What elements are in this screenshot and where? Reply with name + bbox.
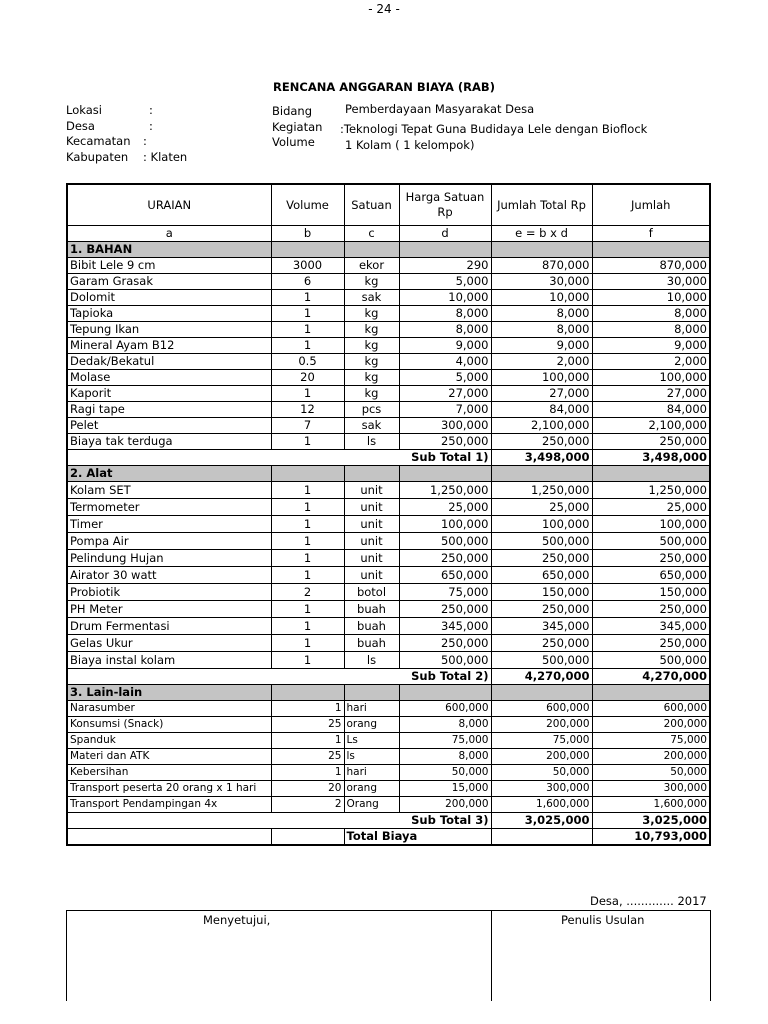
cell-harga-satuan: 290 [399, 258, 491, 274]
cell-jumlah: 9,000 [592, 338, 710, 354]
cell-satuan: sak [344, 418, 399, 434]
cell-satuan: ls [344, 652, 399, 669]
cell-satuan: sak [344, 290, 399, 306]
cell-volume: 1 [271, 550, 344, 567]
subtotal-blank [344, 813, 399, 829]
cell-satuan: unit [344, 482, 399, 499]
table-row [67, 338, 710, 354]
subtotal-jumlah: 4,270,000 [592, 669, 710, 685]
cell-jumlah: 100,000 [592, 370, 710, 386]
cell-volume: 1 [271, 601, 344, 618]
cell-harga-satuan: 27,000 [399, 386, 491, 402]
cell-jumlah-total: 84,000 [491, 402, 592, 418]
cell-harga-satuan: 100,000 [399, 516, 491, 533]
section-title: 3. Lain-lain [67, 685, 271, 701]
cell-uraian: PH Meter [67, 601, 271, 618]
cell-harga-satuan: 500,000 [399, 533, 491, 550]
subtotal-label: Sub Total 2) [399, 669, 491, 685]
cell-jumlah: 500,000 [592, 652, 710, 669]
cell-satuan: ls [344, 749, 399, 765]
subtotal-jumlah-total: 4,270,000 [491, 669, 592, 685]
cell-jumlah: 1,600,000 [592, 797, 710, 813]
cell-jumlah-total: 75,000 [491, 733, 592, 749]
volume-label: Volume [272, 135, 315, 149]
section-header-row [67, 466, 710, 482]
table-row [67, 601, 710, 618]
cell-harga-satuan: 600,000 [399, 701, 491, 717]
cell-satuan: orang [344, 781, 399, 797]
section-cell [592, 685, 710, 701]
cell-uraian: Pompa Air [67, 533, 271, 550]
cell-satuan: botol [344, 584, 399, 601]
cell-jumlah: 100,000 [592, 516, 710, 533]
cell-uraian: Pelindung Hujan [67, 550, 271, 567]
table-row [67, 701, 710, 717]
date-line: Desa, ............. 2017 [590, 894, 707, 908]
cell-satuan: Orang [344, 797, 399, 813]
cell-uraian: Bibit Lele 9 cm [67, 258, 271, 274]
header-satuan: Satuan [344, 184, 399, 226]
cell-uraian: Tepung Ikan [67, 322, 271, 338]
cell-jumlah: 250,000 [592, 434, 710, 450]
cell-uraian: Dolomit [67, 290, 271, 306]
subtotal-blank [344, 669, 399, 685]
kabupaten-value: : Klaten [143, 150, 188, 164]
cell-satuan: kg [344, 322, 399, 338]
subtotal-blank [67, 813, 271, 829]
cell-jumlah: 50,000 [592, 765, 710, 781]
cell-harga-satuan: 250,000 [399, 635, 491, 652]
subtotal-blank [271, 813, 344, 829]
cell-satuan: ls [344, 434, 399, 450]
cell-jumlah-total: 650,000 [491, 567, 592, 584]
cell-jumlah-total: 250,000 [491, 434, 592, 450]
cell-harga-satuan: 5,000 [399, 274, 491, 290]
cell-jumlah-total: 10,000 [491, 290, 592, 306]
cell-harga-satuan: 345,000 [399, 618, 491, 635]
cell-jumlah-total: 2,100,000 [491, 418, 592, 434]
letter-f: f [592, 226, 710, 242]
cell-satuan: kg [344, 386, 399, 402]
total-label: Total Biaya [344, 829, 491, 846]
section-header-row [67, 242, 710, 258]
letter-c: c [344, 226, 399, 242]
cell-volume: 1 [271, 567, 344, 584]
cell-jumlah-total: 200,000 [491, 749, 592, 765]
cell-uraian: Narasumber [67, 701, 271, 717]
cell-volume: 1 [271, 322, 344, 338]
cell-satuan: buah [344, 601, 399, 618]
cell-jumlah: 2,000 [592, 354, 710, 370]
table-row [67, 499, 710, 516]
table-row [67, 733, 710, 749]
cell-harga-satuan: 650,000 [399, 567, 491, 584]
table-row [67, 386, 710, 402]
table-row [67, 533, 710, 550]
cell-jumlah-total: 1,250,000 [491, 482, 592, 499]
cell-volume: 1 [271, 290, 344, 306]
cell-uraian: Konsumsi (Snack) [67, 717, 271, 733]
cell-volume: 25 [271, 749, 344, 765]
table-letter-row [67, 226, 710, 242]
desa-colon: : [149, 119, 153, 133]
section-cell [491, 685, 592, 701]
cell-harga-satuan: 9,000 [399, 338, 491, 354]
subtotal-jumlah-total: 3,025,000 [491, 813, 592, 829]
cell-jumlah: 10,000 [592, 290, 710, 306]
cell-jumlah-total: 150,000 [491, 584, 592, 601]
approve-label: Menyetujui, [203, 913, 271, 927]
letter-e: e = b x d [491, 226, 592, 242]
total-row [67, 829, 710, 846]
cell-jumlah: 600,000 [592, 701, 710, 717]
cell-satuan: unit [344, 516, 399, 533]
header-uraian: URAIAN [67, 184, 271, 226]
cell-volume: 12 [271, 402, 344, 418]
cell-satuan: pcs [344, 402, 399, 418]
letter-d: d [399, 226, 491, 242]
cell-jumlah: 870,000 [592, 258, 710, 274]
cell-harga-satuan: 250,000 [399, 550, 491, 567]
cell-jumlah-total: 25,000 [491, 499, 592, 516]
cell-satuan: kg [344, 354, 399, 370]
cell-volume: 2 [271, 584, 344, 601]
cell-jumlah: 345,000 [592, 618, 710, 635]
section-title: 2. Alat [67, 466, 271, 482]
author-label: Penulis Usulan [561, 913, 645, 927]
rab-table-body [67, 184, 710, 845]
cell-uraian: Ragi tape [67, 402, 271, 418]
cell-volume: 1 [271, 618, 344, 635]
cell-jumlah-total: 870,000 [491, 258, 592, 274]
cell-satuan: hari [344, 765, 399, 781]
cell-jumlah-total: 2,000 [491, 354, 592, 370]
subtotal-jumlah: 3,498,000 [592, 450, 710, 466]
cell-uraian: Garam Grasak [67, 274, 271, 290]
cell-jumlah: 200,000 [592, 749, 710, 765]
cell-volume: 2 [271, 797, 344, 813]
cell-harga-satuan: 500,000 [399, 652, 491, 669]
cell-satuan: hari [344, 701, 399, 717]
section-header-row [67, 685, 710, 701]
cell-jumlah-total: 9,000 [491, 338, 592, 354]
cell-jumlah: 8,000 [592, 322, 710, 338]
cell-uraian: Kolam SET [67, 482, 271, 499]
cell-uraian: Timer [67, 516, 271, 533]
cell-satuan: buah [344, 635, 399, 652]
cell-harga-satuan: 7,000 [399, 402, 491, 418]
cell-volume: 0.5 [271, 354, 344, 370]
cell-satuan: kg [344, 370, 399, 386]
table-row [67, 434, 710, 450]
cell-jumlah: 200,000 [592, 717, 710, 733]
cell-jumlah: 300,000 [592, 781, 710, 797]
rab-table [66, 183, 711, 846]
cell-satuan: kg [344, 274, 399, 290]
cell-volume: 1 [271, 733, 344, 749]
cell-jumlah-total: 30,000 [491, 274, 592, 290]
cell-jumlah: 27,000 [592, 386, 710, 402]
cell-jumlah: 30,000 [592, 274, 710, 290]
cell-harga-satuan: 8,000 [399, 322, 491, 338]
cell-jumlah: 250,000 [592, 635, 710, 652]
subtotal-jumlah-total: 3,498,000 [491, 450, 592, 466]
subtotal-blank [271, 669, 344, 685]
cell-volume: 3000 [271, 258, 344, 274]
cell-uraian: Mineral Ayam B12 [67, 338, 271, 354]
cell-harga-satuan: 250,000 [399, 601, 491, 618]
table-row [67, 370, 710, 386]
section-cell [491, 466, 592, 482]
cell-harga-satuan: 4,000 [399, 354, 491, 370]
cell-volume: 1 [271, 516, 344, 533]
cell-uraian: Kaporit [67, 386, 271, 402]
subtotal-blank [271, 450, 344, 466]
table-row [67, 567, 710, 584]
cell-jumlah-total: 345,000 [491, 618, 592, 635]
cell-uraian: Kebersihan [67, 765, 271, 781]
cell-jumlah-total: 100,000 [491, 516, 592, 533]
cell-jumlah-total: 100,000 [491, 370, 592, 386]
cell-jumlah-total: 250,000 [491, 550, 592, 567]
cell-volume: 1 [271, 434, 344, 450]
cell-satuan: kg [344, 338, 399, 354]
total-blank [271, 829, 344, 846]
cell-jumlah-total: 27,000 [491, 386, 592, 402]
cell-satuan: unit [344, 567, 399, 584]
header-volume: Volume [271, 184, 344, 226]
subtotal-row [67, 450, 710, 466]
cell-harga-satuan: 250,000 [399, 434, 491, 450]
header-harga-satuan: Harga Satuan Rp [399, 184, 491, 226]
cell-satuan: Ls [344, 733, 399, 749]
subtotal-row [67, 813, 710, 829]
table-row [67, 402, 710, 418]
table-row [67, 516, 710, 533]
page-number: - 24 - [368, 2, 400, 16]
section-title: 1. BAHAN [67, 242, 271, 258]
signature-divider [491, 911, 492, 1001]
table-row [67, 482, 710, 499]
document-title: RENCANA ANGGARAN BIAYA (RAB) [273, 80, 495, 94]
cell-volume: 1 [271, 482, 344, 499]
cell-harga-satuan: 15,000 [399, 781, 491, 797]
header-jumlah-total: Jumlah Total Rp [491, 184, 592, 226]
cell-volume: 1 [271, 386, 344, 402]
cell-satuan: kg [344, 306, 399, 322]
table-row [67, 290, 710, 306]
table-row [67, 717, 710, 733]
cell-harga-satuan: 8,000 [399, 749, 491, 765]
cell-uraian: Probiotik [67, 584, 271, 601]
cell-harga-satuan: 50,000 [399, 765, 491, 781]
lokasi-label: Lokasi [66, 103, 102, 117]
cell-satuan: unit [344, 499, 399, 516]
cell-uraian: Biaya tak terduga [67, 434, 271, 450]
cell-volume: 6 [271, 274, 344, 290]
subtotal-jumlah: 3,025,000 [592, 813, 710, 829]
cell-jumlah-total: 1,600,000 [491, 797, 592, 813]
subtotal-label: Sub Total 1) [399, 450, 491, 466]
kegiatan-value: :Teknologi Tepat Guna Budidaya Lele dengan Bioflock [340, 122, 648, 136]
table-row [67, 550, 710, 567]
letter-b: b [271, 226, 344, 242]
cell-uraian: Transport peserta 20 orang x 1 hari [67, 781, 271, 797]
cell-volume: 1 [271, 499, 344, 516]
cell-jumlah-total: 250,000 [491, 635, 592, 652]
table-row [67, 635, 710, 652]
cell-harga-satuan: 75,000 [399, 584, 491, 601]
table-row [67, 322, 710, 338]
cell-jumlah: 250,000 [592, 601, 710, 618]
cell-jumlah-total: 8,000 [491, 306, 592, 322]
cell-volume: 1 [271, 765, 344, 781]
cell-satuan: ekor [344, 258, 399, 274]
cell-jumlah-total: 300,000 [491, 781, 592, 797]
table-row [67, 765, 710, 781]
cell-harga-satuan: 10,000 [399, 290, 491, 306]
cell-satuan: buah [344, 618, 399, 635]
cell-jumlah: 500,000 [592, 533, 710, 550]
cell-jumlah-total: 8,000 [491, 322, 592, 338]
cell-uraian: Termometer [67, 499, 271, 516]
cell-harga-satuan: 8,000 [399, 306, 491, 322]
section-cell [399, 466, 491, 482]
cell-uraian: Pelet [67, 418, 271, 434]
cell-jumlah: 84,000 [592, 402, 710, 418]
cell-satuan: unit [344, 550, 399, 567]
table-row [67, 354, 710, 370]
cell-uraian: Molase [67, 370, 271, 386]
table-row [67, 418, 710, 434]
total-blank [67, 829, 271, 846]
total-value: 10,793,000 [592, 829, 710, 846]
subtotal-blank [344, 450, 399, 466]
section-cell [592, 242, 710, 258]
table-row [67, 781, 710, 797]
cell-harga-satuan: 75,000 [399, 733, 491, 749]
cell-volume: 20 [271, 781, 344, 797]
kegiatan-label: Kegiatan [272, 120, 323, 134]
cell-jumlah: 75,000 [592, 733, 710, 749]
cell-volume: 1 [271, 652, 344, 669]
subtotal-label: Sub Total 3) [399, 813, 491, 829]
section-cell [399, 242, 491, 258]
lokasi-colon: : [149, 103, 153, 117]
cell-volume: 25 [271, 717, 344, 733]
cell-jumlah-total: 500,000 [491, 652, 592, 669]
cell-uraian: Transport Pendampingan 4x [67, 797, 271, 813]
cell-harga-satuan: 25,000 [399, 499, 491, 516]
desa-label: Desa [66, 119, 95, 133]
cell-jumlah: 250,000 [592, 550, 710, 567]
cell-jumlah-total: 50,000 [491, 765, 592, 781]
cell-uraian: Biaya instal kolam [67, 652, 271, 669]
cell-uraian: Tapioka [67, 306, 271, 322]
cell-jumlah: 150,000 [592, 584, 710, 601]
section-cell [271, 466, 344, 482]
letter-a: a [67, 226, 271, 242]
bidang-value: Pemberdayaan Masyarakat Desa [345, 102, 535, 116]
cell-volume: 1 [271, 701, 344, 717]
cell-harga-satuan: 5,000 [399, 370, 491, 386]
section-cell [399, 685, 491, 701]
section-cell [344, 466, 399, 482]
cell-volume: 1 [271, 635, 344, 652]
kecamatan-label: Kecamatan [66, 134, 131, 148]
section-cell [491, 242, 592, 258]
subtotal-row [67, 669, 710, 685]
table-row [67, 274, 710, 290]
cell-volume: 1 [271, 306, 344, 322]
table-row [67, 797, 710, 813]
table-row [67, 584, 710, 601]
section-cell [344, 242, 399, 258]
subtotal-blank [67, 450, 271, 466]
section-cell [592, 466, 710, 482]
cell-harga-satuan: 8,000 [399, 717, 491, 733]
table-header-row [67, 184, 710, 226]
volume-value: 1 Kolam ( 1 kelompok) [345, 138, 475, 152]
cell-uraian: Drum Fermentasi [67, 618, 271, 635]
cell-harga-satuan: 1,250,000 [399, 482, 491, 499]
cell-harga-satuan: 300,000 [399, 418, 491, 434]
subtotal-blank [67, 669, 271, 685]
kabupaten-label: Kabupaten [66, 150, 129, 164]
cell-volume: 7 [271, 418, 344, 434]
cell-jumlah: 8,000 [592, 306, 710, 322]
cell-uraian: Materi dan ATK [67, 749, 271, 765]
section-cell [271, 685, 344, 701]
cell-uraian: Airator 30 watt [67, 567, 271, 584]
table-row [67, 306, 710, 322]
table-row [67, 652, 710, 669]
cell-volume: 1 [271, 533, 344, 550]
cell-jumlah: 2,100,000 [592, 418, 710, 434]
cell-jumlah-total: 600,000 [491, 701, 592, 717]
cell-jumlah-total: 250,000 [491, 601, 592, 618]
cell-jumlah-total: 200,000 [491, 717, 592, 733]
kecamatan-colon: : [143, 134, 147, 148]
signature-box [66, 910, 711, 1001]
section-cell [344, 685, 399, 701]
cell-jumlah-total: 500,000 [491, 533, 592, 550]
cell-volume: 20 [271, 370, 344, 386]
cell-jumlah: 25,000 [592, 499, 710, 516]
cell-uraian: Gelas Ukur [67, 635, 271, 652]
table-row [67, 618, 710, 635]
cell-jumlah: 1,250,000 [592, 482, 710, 499]
total-blank [491, 829, 592, 846]
cell-uraian: Spanduk [67, 733, 271, 749]
cell-satuan: unit [344, 533, 399, 550]
cell-volume: 1 [271, 338, 344, 354]
cell-satuan: orang [344, 717, 399, 733]
bidang-label: Bidang [272, 104, 313, 118]
section-cell [271, 242, 344, 258]
cell-jumlah: 650,000 [592, 567, 710, 584]
table-row [67, 258, 710, 274]
cell-harga-satuan: 200,000 [399, 797, 491, 813]
cell-uraian: Dedak/Bekatul [67, 354, 271, 370]
header-jumlah: Jumlah [592, 184, 710, 226]
table-row [67, 749, 710, 765]
